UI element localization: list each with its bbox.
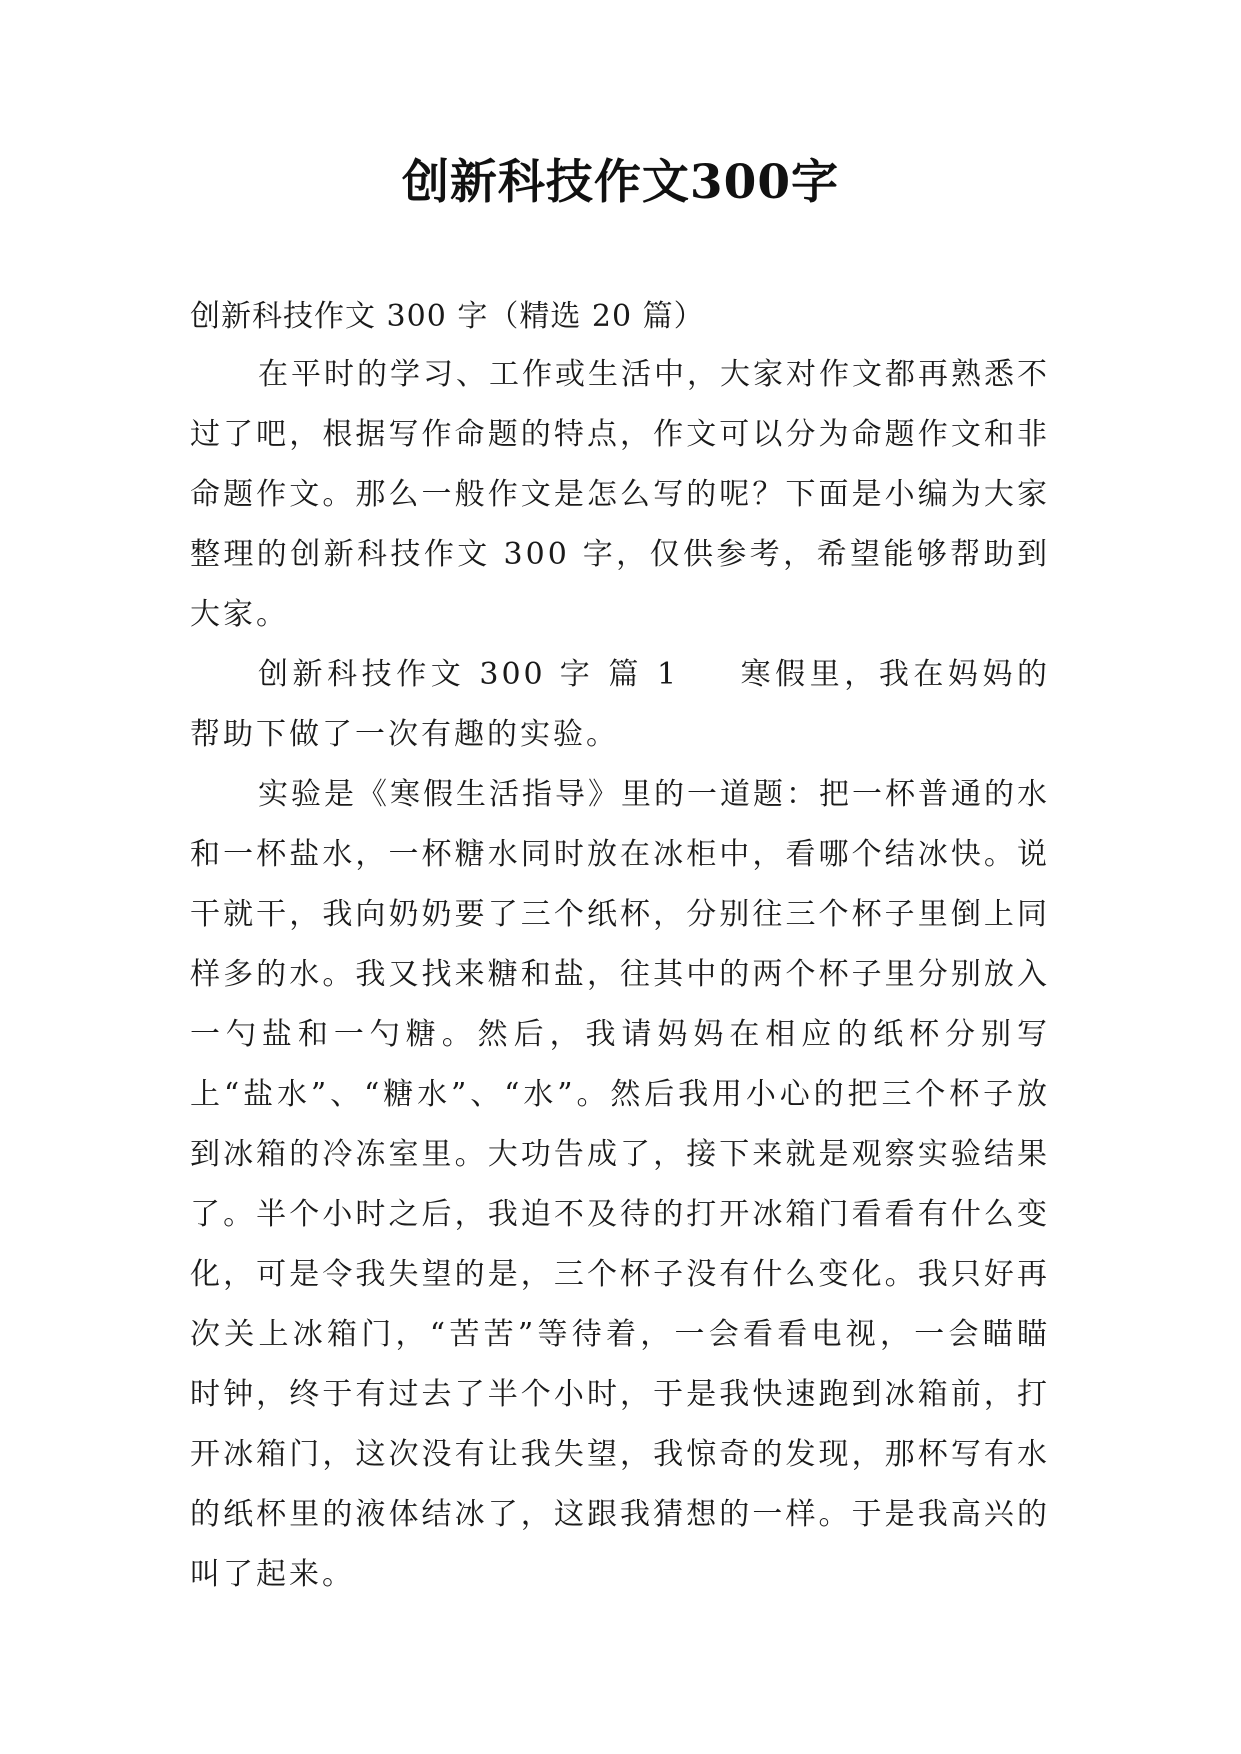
chapter-1-heading: 创新科技作文 300 字 篇 1 (258, 657, 680, 692)
document-subtitle: 创新科技作文 300 字（精选 20 篇） (190, 299, 705, 334)
chapter-1-paragraph-2: 实验是《寒假生活指导》里的一道题：把一杯普通的水和一杯盐水，一杯糖水同时放在冰柜中，看哪个结冰快。说干就干，我向奶奶要了三个纸杯，分别往三个杯子里倒上同样多的水。我又找来糖和盐，往其中的两个杯子里分别放入一勺盐和一勺糖。然后，我请妈妈在相应的纸杯分别写上“盐水”、“糖水”、“水”。然后我用小心的把三个杯子放到冰箱的冷冻室里。大功告成了，接下来就是观察实验结果了。半个小时之后，我迫不及待的打开冰箱门看看有什么变化，可是令我失望的是，三个杯子没有什么变化。我只好再次关上冰箱门，“苦苦”等待着，一会看看电视，一会瞄瞄时钟，终于有过去了半个小时，于是我快速跑到冰箱前，打开冰箱门，这次没有让我失望，我惊奇的发现，那杯写有水的纸杯里的液体结冰了，这跟我猜想的一样。于是我高兴的叫了起来。 (190, 777, 1050, 1592)
chapter-1-opening-paragraph (190, 645, 1050, 765)
intro-paragraph: 在平时的学习、工作或生活中，大家对作文都再熟悉不过了吧，根据写作命题的特点，作文可以分为命题作文和非命题作文。那么一般作文是怎么写的呢？下面是小编为大家整理的创新科技作文 300 字，仅供参考，希望能够帮助到大家。 (190, 357, 1050, 632)
document-title: 创新科技作文300字 (401, 155, 840, 210)
chapter-1-first-sentence: 寒假里，我在妈妈的帮助下做了一次有趣的实验。 (190, 657, 1051, 752)
document-body (190, 345, 1050, 1605)
